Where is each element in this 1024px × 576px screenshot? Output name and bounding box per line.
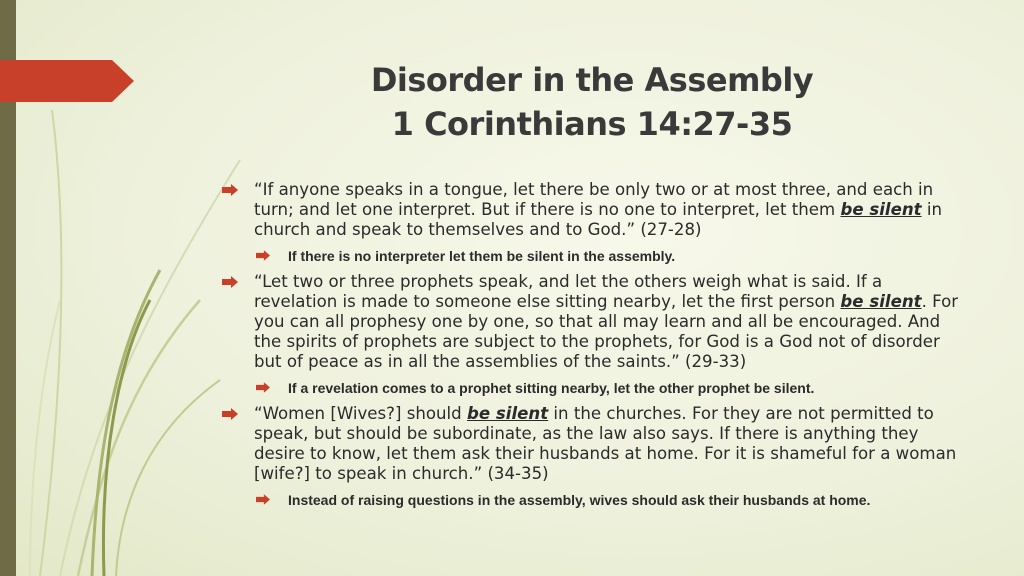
sub-bullet-tongues [256, 247, 970, 265]
bullet-text: “Women [Wives?] should [254, 404, 467, 423]
bullet-text-cont: in church and speak to themselves and to God.” (27-28) [254, 200, 943, 239]
bullet-tongues [222, 180, 970, 240]
emphasis-be-silent: be silent [840, 292, 922, 311]
arrow-bullet-icon [222, 276, 238, 288]
accent-tab [0, 60, 134, 102]
arrow-bullet-icon [222, 184, 238, 196]
arrow-bullet-icon [256, 250, 270, 261]
slide-content [222, 180, 970, 516]
arrow-bullet-icon [256, 382, 270, 393]
sub-bullet-text: If there is no interpreter let them be silent in the assembly. [288, 248, 676, 264]
sub-bullet-text: If a revelation comes to a prophet sitting nearby, let the other prophet be silent. [288, 380, 815, 396]
arrow-bullet-icon [222, 408, 238, 420]
sub-bullet-prophets [256, 379, 970, 397]
bullet-text-cont: in the churches. For they are not permitted to speak, but should be subordinate, as the law also says. If there is anything they desire to know, let them ask their husbands at home. For it is shameful for a woman [wife?] to speak in church.” (34-35) [254, 404, 957, 483]
sub-bullet-women [256, 491, 970, 509]
emphasis-be-silent: be silent [466, 404, 549, 423]
bullet-text-cont: . For you can all prophesy one by one, so that all may learn and all be encouraged. And the spirits of prophets are subject to the prophets, for God is a God not of disorder but of peace as in all the assemblies of the saints.” (29-33) [254, 292, 959, 371]
title-line-2: 1 Corinthians 14:27-35 [391, 105, 793, 143]
slide-title [300, 58, 884, 146]
emphasis-be-silent: be silent [840, 200, 922, 219]
bullet-women [222, 404, 970, 484]
sub-bullet-text: Instead of raising questions in the assembly, wives should ask their husbands at home. [288, 492, 871, 508]
bullet-text: “Let two or three prophets speak, and let the others weigh what is said. If a revelation is made to someone else sitting nearby, let the first person [254, 272, 883, 311]
bullet-prophets [222, 272, 970, 372]
arrow-bullet-icon [256, 494, 270, 505]
title-line-1: Disorder in the Assembly [370, 61, 814, 99]
bullet-text: “If anyone speaks in a tongue, let there be only two or at most three, and each in turn; and let one interpret. But if there is no one to interpret, let them [254, 180, 934, 219]
